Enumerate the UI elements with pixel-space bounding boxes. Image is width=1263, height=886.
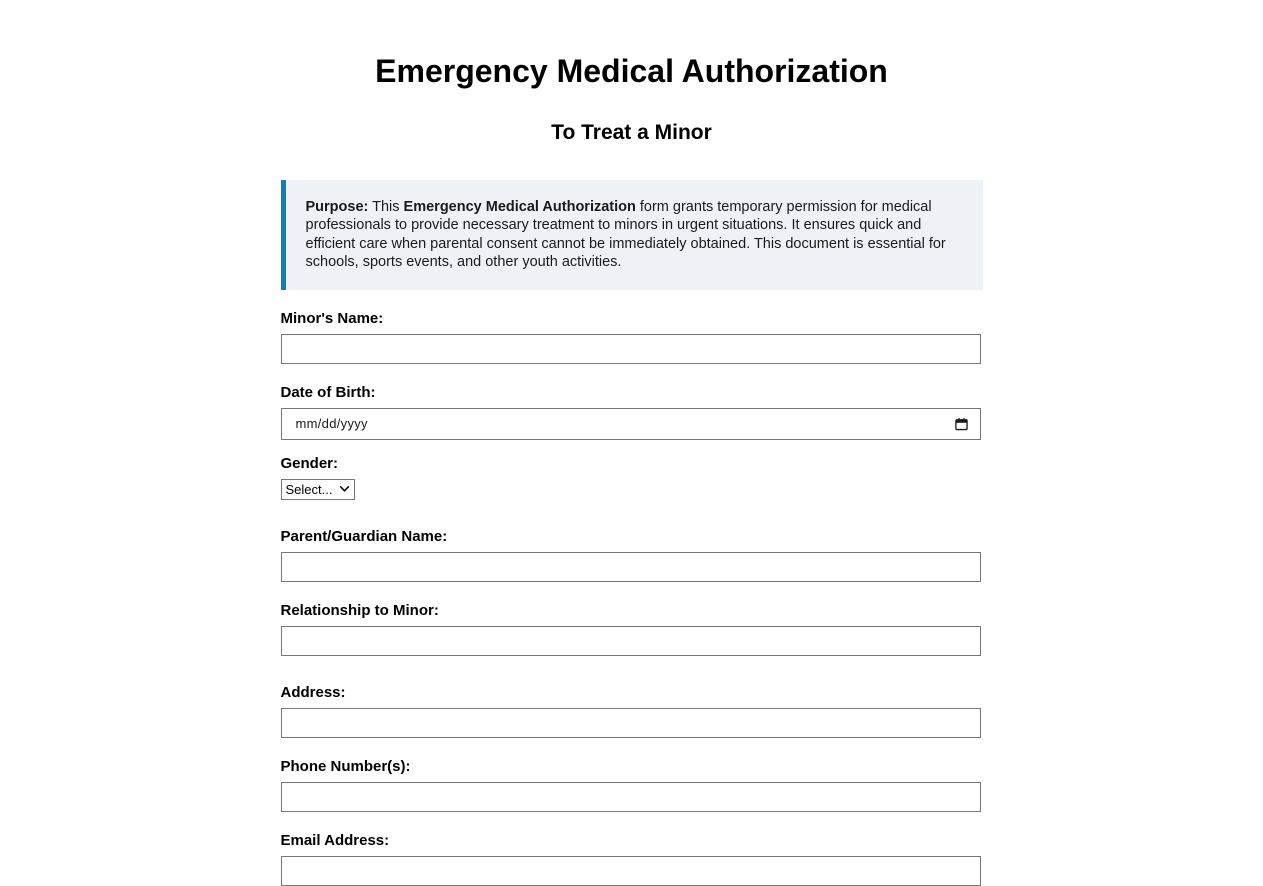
- purpose-emphasis: Emergency Medical Authorization: [403, 198, 636, 215]
- label-date-of-birth: Date of Birth:: [280, 383, 376, 401]
- calendar-icon[interactable]: [955, 417, 968, 430]
- relationship-to-minor-input[interactable]: [281, 626, 981, 656]
- email-address-input[interactable]: [281, 856, 981, 886]
- purpose-text-part-1: This: [368, 198, 404, 215]
- label-parent-guardian-name: Parent/Guardian Name:: [280, 527, 448, 545]
- field-minor-name: [281, 310, 983, 364]
- field-relationship-to-minor: [281, 602, 983, 656]
- date-of-birth-input[interactable]: [281, 408, 981, 440]
- gender-select-value: Select...: [285, 481, 333, 497]
- gender-select[interactable]: [281, 479, 356, 500]
- label-gender: Gender:: [280, 454, 339, 472]
- parent-guardian-name-input[interactable]: [281, 552, 981, 582]
- page-subtitle: To Treat a Minor: [551, 121, 712, 145]
- chevron-down-icon: [340, 486, 349, 492]
- minor-name-input[interactable]: [281, 334, 981, 364]
- label-email-address: Email Address:: [280, 831, 390, 849]
- label-minor-name: Minor's Name:: [280, 309, 384, 327]
- phone-numbers-input[interactable]: [281, 782, 981, 812]
- purpose-callout: [281, 180, 983, 290]
- purpose-lead-label: Purpose:: [305, 198, 369, 215]
- field-email-address: [281, 832, 983, 886]
- form-container: [281, 180, 983, 886]
- label-phone-numbers: Phone Number(s):: [280, 757, 411, 775]
- purpose-text: [306, 198, 963, 272]
- label-address: Address:: [280, 683, 346, 701]
- field-date-of-birth: [281, 384, 983, 440]
- date-of-birth-placeholder: mm/dd/yyyy: [295, 416, 368, 432]
- address-input[interactable]: [281, 708, 981, 738]
- field-phone-numbers: [281, 758, 983, 812]
- field-parent-guardian-name: [281, 528, 983, 582]
- label-relationship-to-minor: Relationship to Minor:: [280, 601, 439, 619]
- field-gender: [281, 455, 983, 500]
- purpose-text-part-2: form grants temporary permission for medical professionals to provide necessary treatment to minors in urgent situations. It ensures quick and efficient care when parental consent cannot be immediately obtained. This document is essential for schools, sports events, and other youth activities.: [305, 198, 946, 271]
- field-address: [281, 684, 983, 738]
- page-title: Emergency Medical Authorization: [375, 53, 888, 89]
